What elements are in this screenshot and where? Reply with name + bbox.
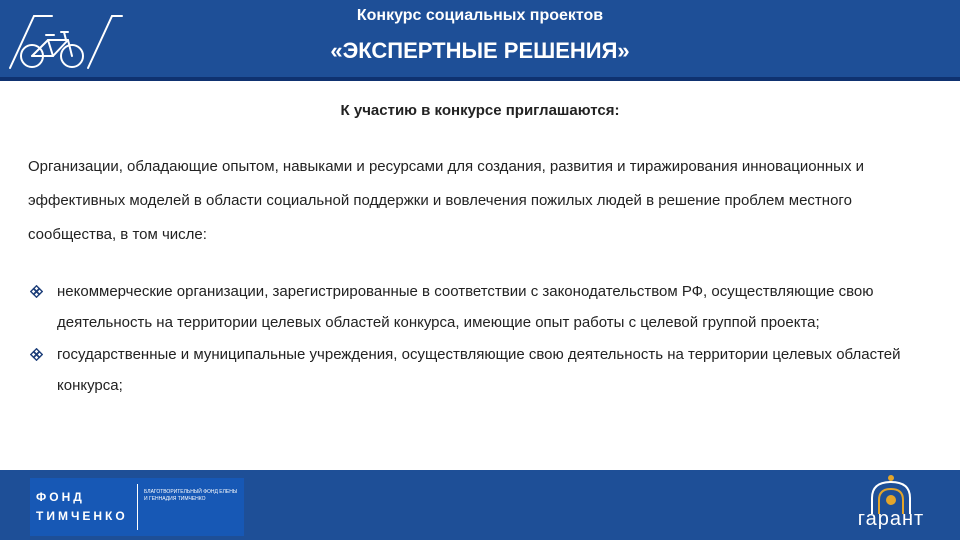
eligibility-list: [28, 276, 928, 401]
list-item-text: некоммерческие организации, зарегистрированные в соответствии с законодательством РФ, осуществляющие свою деятельность на территории целевых областей конкурса, имеющие опыт работы с целевой группой проекта;: [57, 283, 874, 331]
diamond-bullet-icon: [30, 285, 43, 298]
contest-title: «ЭКСПЕРТНЫЕ РЕШЕНИЯ»: [330, 38, 630, 63]
contest-subtitle: Конкурс социальных проектов: [356, 7, 604, 24]
fund-name-line2: ТИМЧЕНКО: [36, 509, 128, 523]
diamond-bullet-icon: [30, 348, 43, 361]
fund-description: БЛАГОТВОРИТЕЛЬНЫЙ ФОНД ЕЛЕНЫ И ГЕННАДИЯ ТИМЧЕНКО: [144, 489, 238, 502]
intro-paragraph: Организации, обладающие опытом, навыками и ресурсами для создания, развития и тиражирования инновационных и эффективных моделей в области социальной поддержки и вовлечения пожилых людей в решение проблем местного сообщества, в том числе:: [28, 158, 864, 243]
list-item-text: государственные и муниципальные учреждения, осуществляющие свою деятельность на территории целевых областей конкурса;: [57, 346, 901, 394]
fund-divider: [137, 484, 138, 530]
fund-name: [36, 488, 132, 526]
footer-band: [0, 470, 960, 540]
header-band: [0, 0, 960, 81]
timchenko-fund-logo: [30, 478, 244, 536]
fund-name-line1: ФОНД: [36, 490, 85, 504]
list-item: [28, 339, 928, 401]
garant-logo-text: гарант: [857, 508, 925, 530]
list-item: [28, 276, 928, 338]
intro-heading: К участию в конкурсе приглашаются:: [340, 102, 620, 119]
